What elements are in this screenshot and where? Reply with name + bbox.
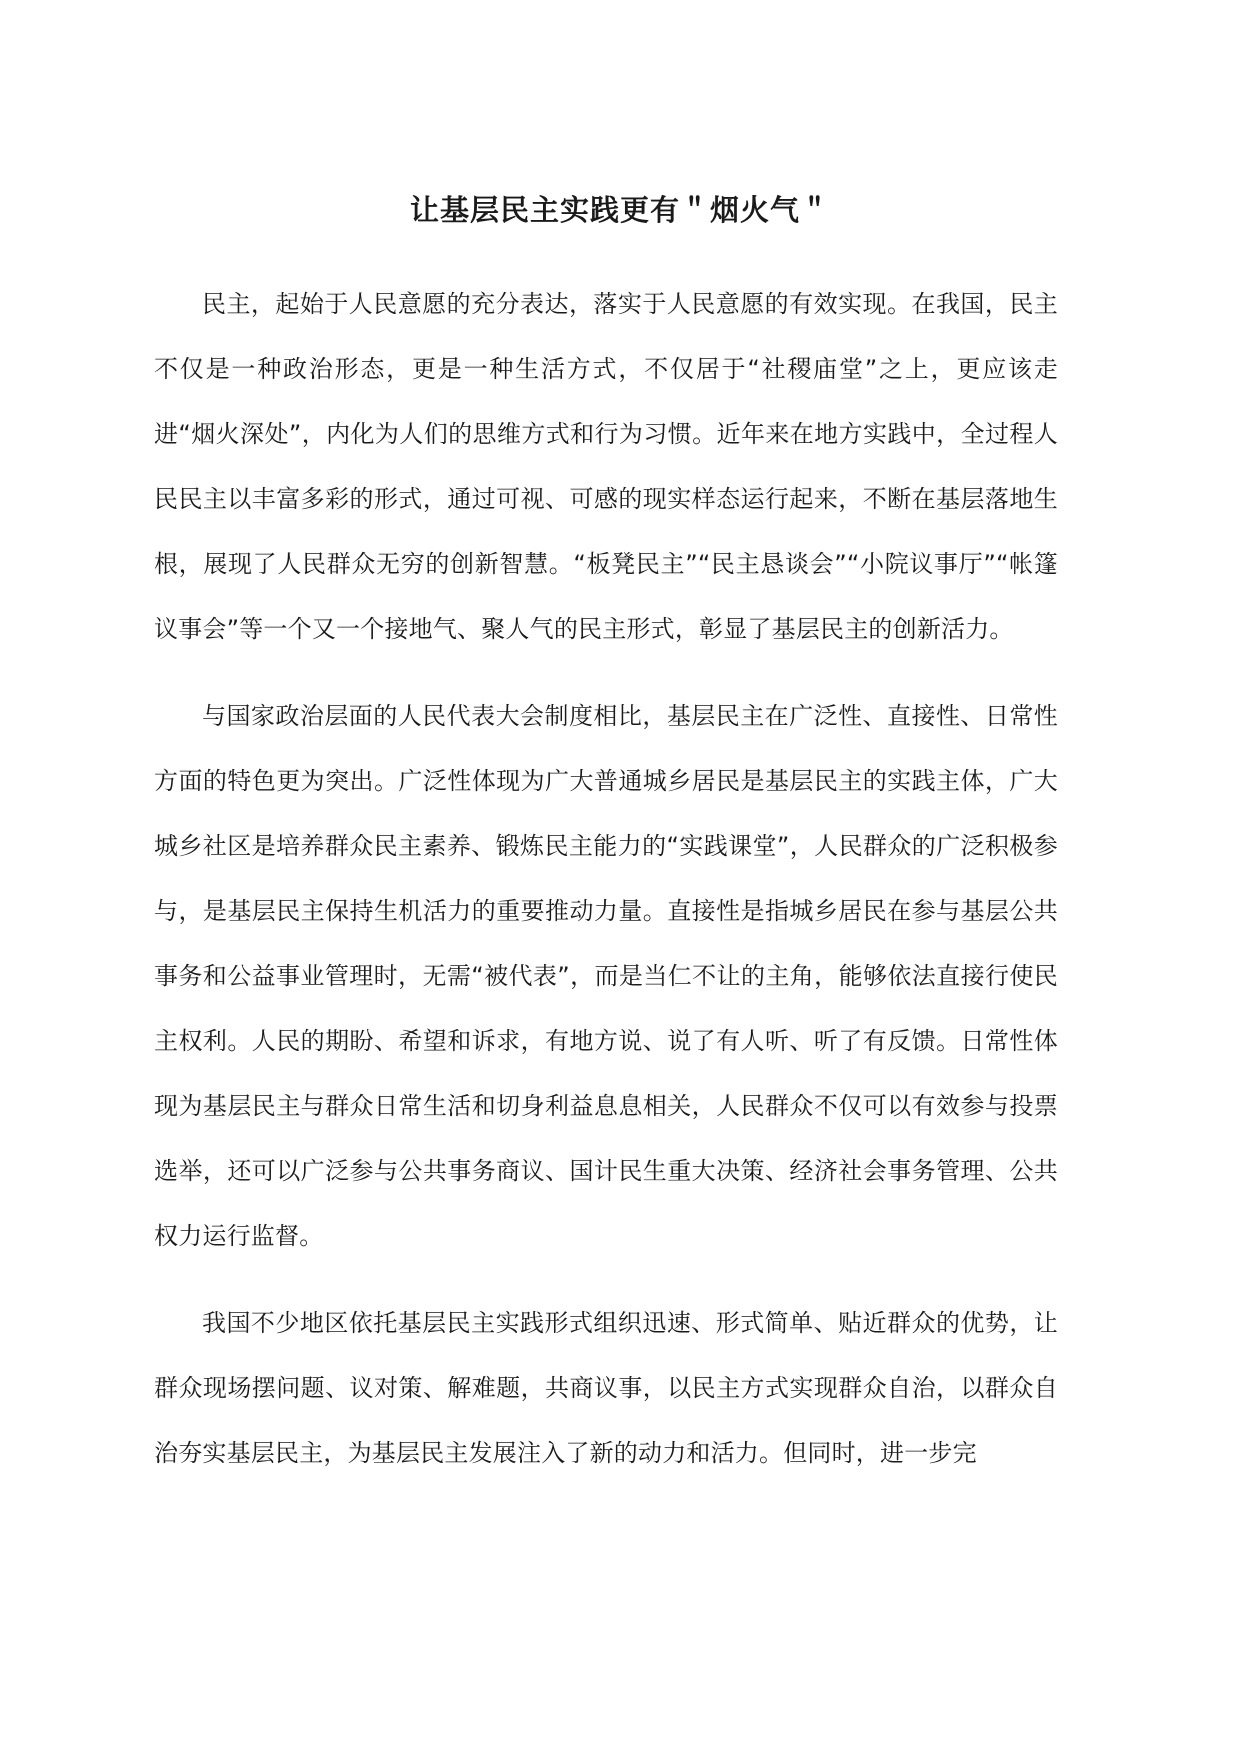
paragraph-2: 与国家政治层面的人民代表大会制度相比，基层民主在广泛性、直接性、日常性方面的特色更为突出。广泛性体现为广大普通城乡居民是基层民主的实践主体，广大城乡社区是培养群众民主素养、锻炼民主能力的“实践课堂”，人民群众的广泛积极参与，是基层民主保持生机活力的重要推动力量。直接性是指城乡居民在参与基层公共事务和公益事业管理时，无需“被代表”，而是当仁不让的主角，能够依法直接行使民主权利。人民的期盼、希望和诉求，有地方说、说了有人听、听了有反馈。日常性体现为基层民主与群众日常生活和切身利益息息相关，人民群众不仅可以有效参与投票选举，还可以广泛参与公共事务商议、国计民生重大决策、经济社会事务管理、公共权力运行监督。 <box>154 702 1058 1250</box>
paragraph-1: 民主，起始于人民意愿的充分表达，落实于人民意愿的有效实现。在我国，民主不仅是一种政治形态，更是一种生活方式，不仅居于“社稷庙堂”之上，更应该走进“烟火深处”，内化为人们的思维方式和行为习惯。近年来在地方实践中，全过程人民民主以丰富多彩的形式，通过可视、可感的现实样态运行起来，不断在基层落地生根，展现了人民群众无穷的创新智慧。“板凳民主”“民主恳谈会”“小院议事厅”“帐篷议事会”等一个又一个接地气、聚人气的民主形式，彰显了基层民主的创新活力。 <box>154 290 1058 643</box>
document-title: 让基层民主实践更有＂烟火气＂ <box>409 193 830 227</box>
document-body <box>154 272 1058 1508</box>
paragraph-3: 我国不少地区依托基层民主实践形式组织迅速、形式简单、贴近群众的优势，让群众现场摆问题、议对策、解难题，共商议事，以民主方式实现群众自治，以群众自治夯实基层民主，为基层民主发展注入了新的动力和活力。但同时，进一步完 <box>154 1309 1058 1467</box>
